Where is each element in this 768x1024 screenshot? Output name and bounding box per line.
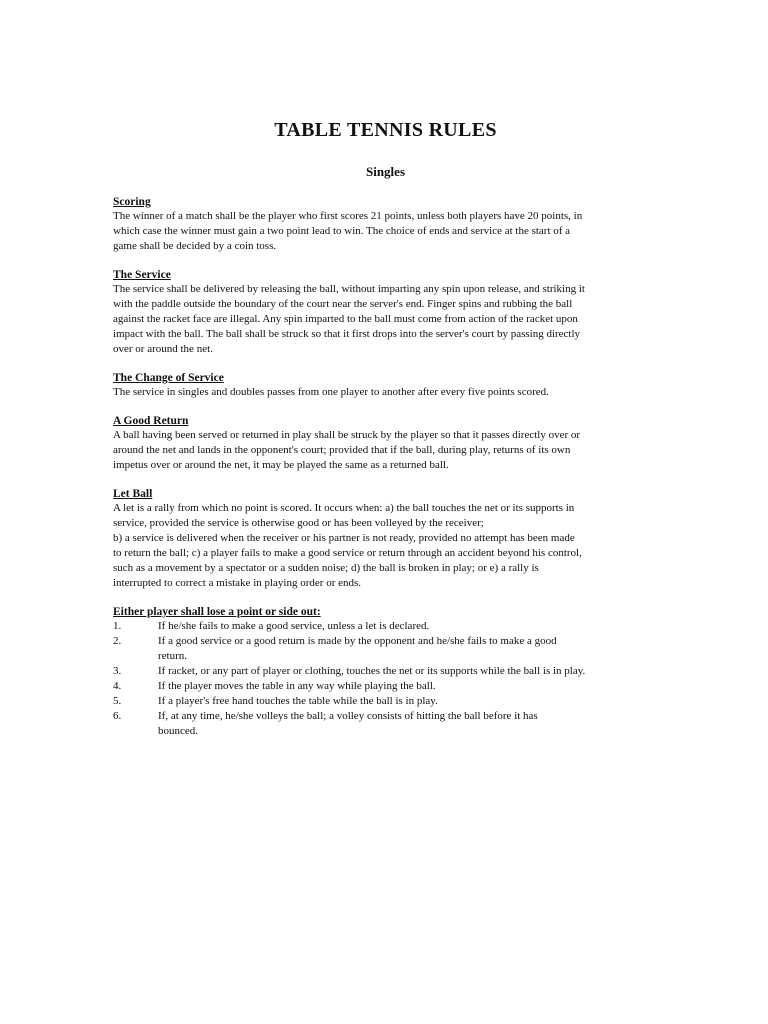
list-item-text <box>158 634 658 664</box>
section-body-good-return <box>113 428 658 473</box>
text-line: If a good service or a good return is made by the opponent and he/she fails to make a good <box>158 635 557 647</box>
list-item <box>113 709 658 739</box>
section-heading-scoring: Scoring <box>113 196 151 208</box>
list-item <box>113 634 658 664</box>
text-line: impact with the ball. The ball shall be struck so that it first drops into the server's court by passing directly <box>113 328 581 340</box>
text-line: against the racket face are illegal. Any spin imparted to the ball must come from action of the racket upon <box>113 313 578 325</box>
section-scoring <box>113 195 658 254</box>
section-heading-let-ball: Let Ball <box>113 488 153 500</box>
document-page <box>113 118 658 739</box>
section-lose-point <box>113 605 658 739</box>
section-body-let-ball <box>113 501 658 591</box>
list-item <box>113 694 658 709</box>
text-line: impetus over or around the net, it may be played the same as a returned ball. <box>113 459 449 471</box>
document-title: TABLE TENNIS RULES <box>274 119 497 141</box>
list-item <box>113 664 658 679</box>
section-body-service <box>113 282 658 357</box>
text-line: If he/she fails to make a good service, unless a let is declared. <box>158 620 430 632</box>
section-good-return <box>113 414 658 473</box>
text-line: with the paddle outside the boundary of the court near the server's end. Finger spins and rubbing the ball <box>113 298 573 310</box>
text-line: If the player moves the table in any way while playing the ball. <box>158 680 436 692</box>
section-body-scoring <box>113 209 658 254</box>
list-item <box>113 679 658 694</box>
list-item-number: 4. <box>113 680 122 692</box>
text-line: The service in singles and doubles passes from one player to another after every five points scored. <box>113 386 549 398</box>
text-line: bounced. <box>158 725 199 737</box>
list-item-number: 1. <box>113 620 122 632</box>
text-line: such as a movement by a spectator or a sudden noise; d) the ball is broken in play; or e) a rally is <box>113 562 539 574</box>
section-heading-service: The Service <box>113 269 171 281</box>
section-heading-change-of-service: The Change of Service <box>113 372 224 384</box>
list-item-text <box>158 694 658 709</box>
section-body-change-of-service <box>113 385 658 400</box>
list-item-text <box>158 619 658 634</box>
section-change-of-service <box>113 371 658 400</box>
text-line: If a player's free hand touches the table while the ball is in play. <box>158 695 438 707</box>
text-line: over or around the net. <box>113 343 213 355</box>
list-item-text <box>158 709 658 739</box>
text-line: game shall be decided by a coin toss. <box>113 240 277 252</box>
list-item-text <box>158 679 658 694</box>
document-subtitle: Singles <box>365 164 405 179</box>
list-item-number: 3. <box>113 665 122 677</box>
text-line: around the net and lands in the opponent's court; provided that if the ball, during play, returns of its own <box>113 444 571 456</box>
section-let-ball <box>113 487 658 591</box>
rules-list <box>113 619 658 739</box>
text-line: If, at any time, he/she volleys the ball; a volley consists of hitting the ball before it has <box>158 710 538 722</box>
text-line: return. <box>158 650 188 662</box>
section-heading-lose-point: Either player shall lose a point or side out: <box>113 606 321 618</box>
text-line: which case the winner must gain a two point lead to win. The choice of ends and service at the start of a <box>113 225 571 237</box>
text-line: b) a service is delivered when the receiver or his partner is not ready, provided no attempt has been made <box>113 532 575 544</box>
text-line: The service shall be delivered by releasing the ball, without imparting any spin upon release, and striking it <box>113 283 585 295</box>
list-item-number: 6. <box>113 710 122 722</box>
list-item-number: 5. <box>113 695 122 707</box>
text-line: If racket, or any part of player or clothing, touches the net or its supports while the ball is in play. <box>158 665 586 677</box>
list-item-text <box>158 664 658 679</box>
text-line: A ball having been served or returned in play shall be struck by the player so that it passes directly over or <box>113 429 581 441</box>
text-line: service, provided the service is otherwise good or has been volleyed by the receiver; <box>113 517 484 529</box>
list-item-number: 2. <box>113 635 122 647</box>
text-line: to return the ball; c) a player fails to make a good service or return through an accident beyond his control, <box>113 547 582 559</box>
text-line: interrupted to correct a mistake in playing order or ends. <box>113 577 362 589</box>
text-line: A let is a rally from which no point is scored. It occurs when: a) the ball touches the net or its supports in <box>113 502 575 514</box>
section-service <box>113 268 658 357</box>
section-heading-good-return: A Good Return <box>113 415 189 427</box>
text-line: The winner of a match shall be the player who first scores 21 points, unless both players have 20 points, in <box>113 210 583 222</box>
list-item <box>113 619 658 634</box>
